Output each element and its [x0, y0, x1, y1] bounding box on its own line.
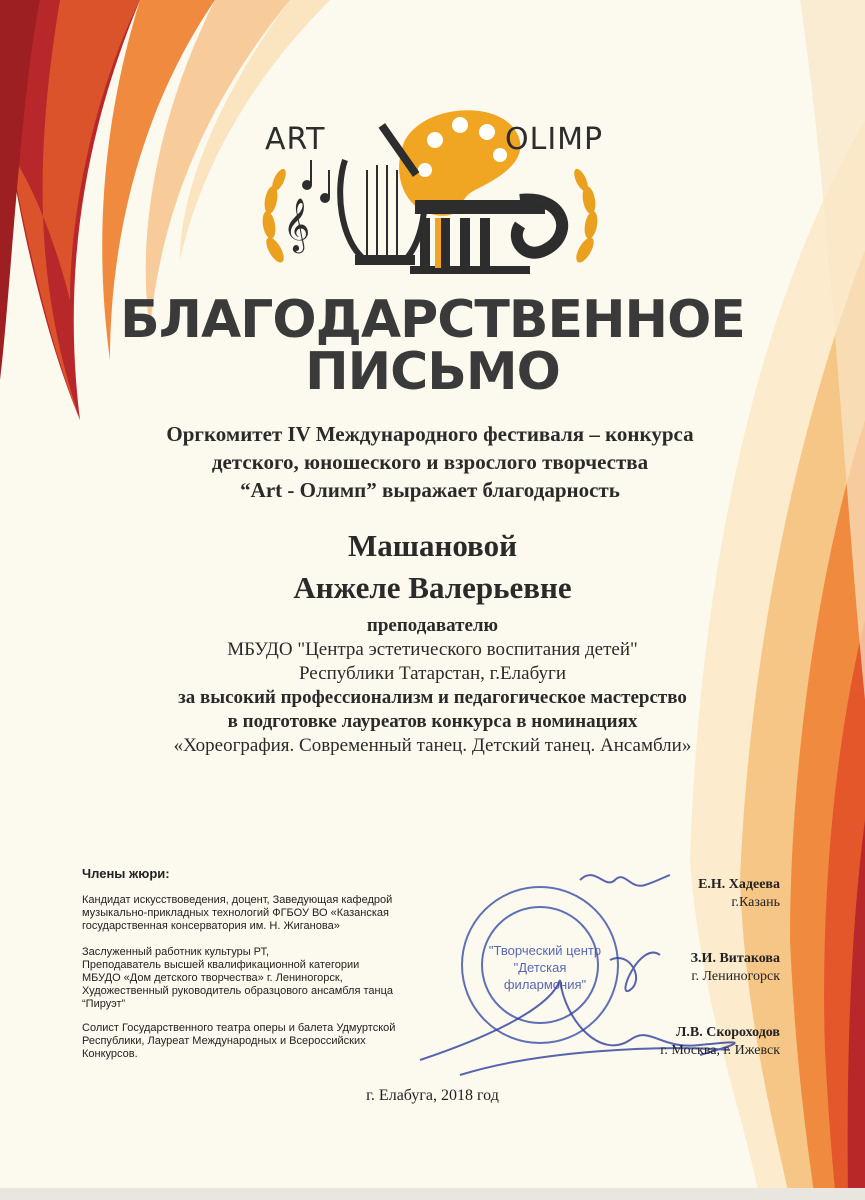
jury-member-1: Кандидат искусствоведения, доцент, Заведующая кафедрой музыкально-прикладных технологий ФГБОУ ВО «Казанская государственная консерватория им. Н. Жиганова» — [82, 894, 393, 932]
reason-line2: в подготовке лауреатов конкурса в номинациях — [227, 711, 638, 732]
document-title-line1: БЛАГОДАРСТВЕННОЕ — [120, 290, 745, 350]
signatory-city: г.Казань — [731, 895, 780, 910]
jury-heading: Члены жюри: — [82, 866, 170, 881]
stamp-text-2: "Детская — [513, 960, 567, 975]
document-title-line2: ПИСЬМО — [305, 342, 560, 402]
signatory-name: З.И. Витакова — [690, 951, 780, 966]
recipient-surname: Машановой — [348, 528, 517, 563]
jury-member-3: Солист Государственного театра оперы и балета Удмуртской Республики, Лауреат Международных и Всероссийских Конкурсов. — [82, 1022, 396, 1060]
intro-line: Оргкомитет IV Международного фестиваля – конкурса — [166, 422, 694, 446]
organization-line1: МБУДО "Центра эстетического воспитания детей" — [227, 639, 638, 660]
logo-word-olimp: OLIMP — [505, 122, 604, 157]
logo-word-art: ART — [265, 122, 326, 157]
intro-text — [80, 420, 780, 504]
art-olimp-logo — [255, 100, 605, 290]
intro-line: “Art - Олимп” выражает благодарность — [240, 478, 620, 502]
intro-line: детского, юношеского и взрослого творчества — [211, 450, 649, 474]
stamp-text-3: филармония" — [503, 977, 587, 992]
signatory-name: Л.В. Скороходов — [675, 1025, 780, 1040]
signature-2 — [691, 950, 780, 986]
citation-body — [60, 614, 805, 758]
signature-1 — [698, 876, 780, 912]
place-and-date: г. Елабуга, 2018 год — [366, 1087, 499, 1104]
nominations: «Хореография. Современный танец. Детский танец. Ансамбли» — [173, 735, 692, 756]
organization-line2: Республики Татарстан, г.Елабуги — [298, 663, 566, 684]
reason-line1: за высокий профессионализм и педагогическое мастерство — [178, 687, 687, 708]
recipient-name: Анжеле Валерьевне — [293, 570, 572, 605]
stamp-text-1: "Творческий центр — [488, 943, 602, 958]
signatory-city: г. Лениногорск — [691, 969, 780, 984]
position: преподавателю — [366, 615, 499, 636]
jury-member-2: Заслуженный работник культуры РТ, Преподаватель высшей квалификационной категории МБУДО «Дом детского творчества» г. Лениногорск, Художественный руководитель образцового ансамбля танца “Пируэт” — [82, 946, 393, 1010]
signatory-name: Е.Н. Хадеева — [698, 877, 780, 892]
signatory-city: г. Москва, г. Ижевск — [660, 1043, 780, 1058]
signature-3 — [660, 1024, 780, 1060]
svg-text:𝄞: 𝄞 — [283, 197, 311, 251]
